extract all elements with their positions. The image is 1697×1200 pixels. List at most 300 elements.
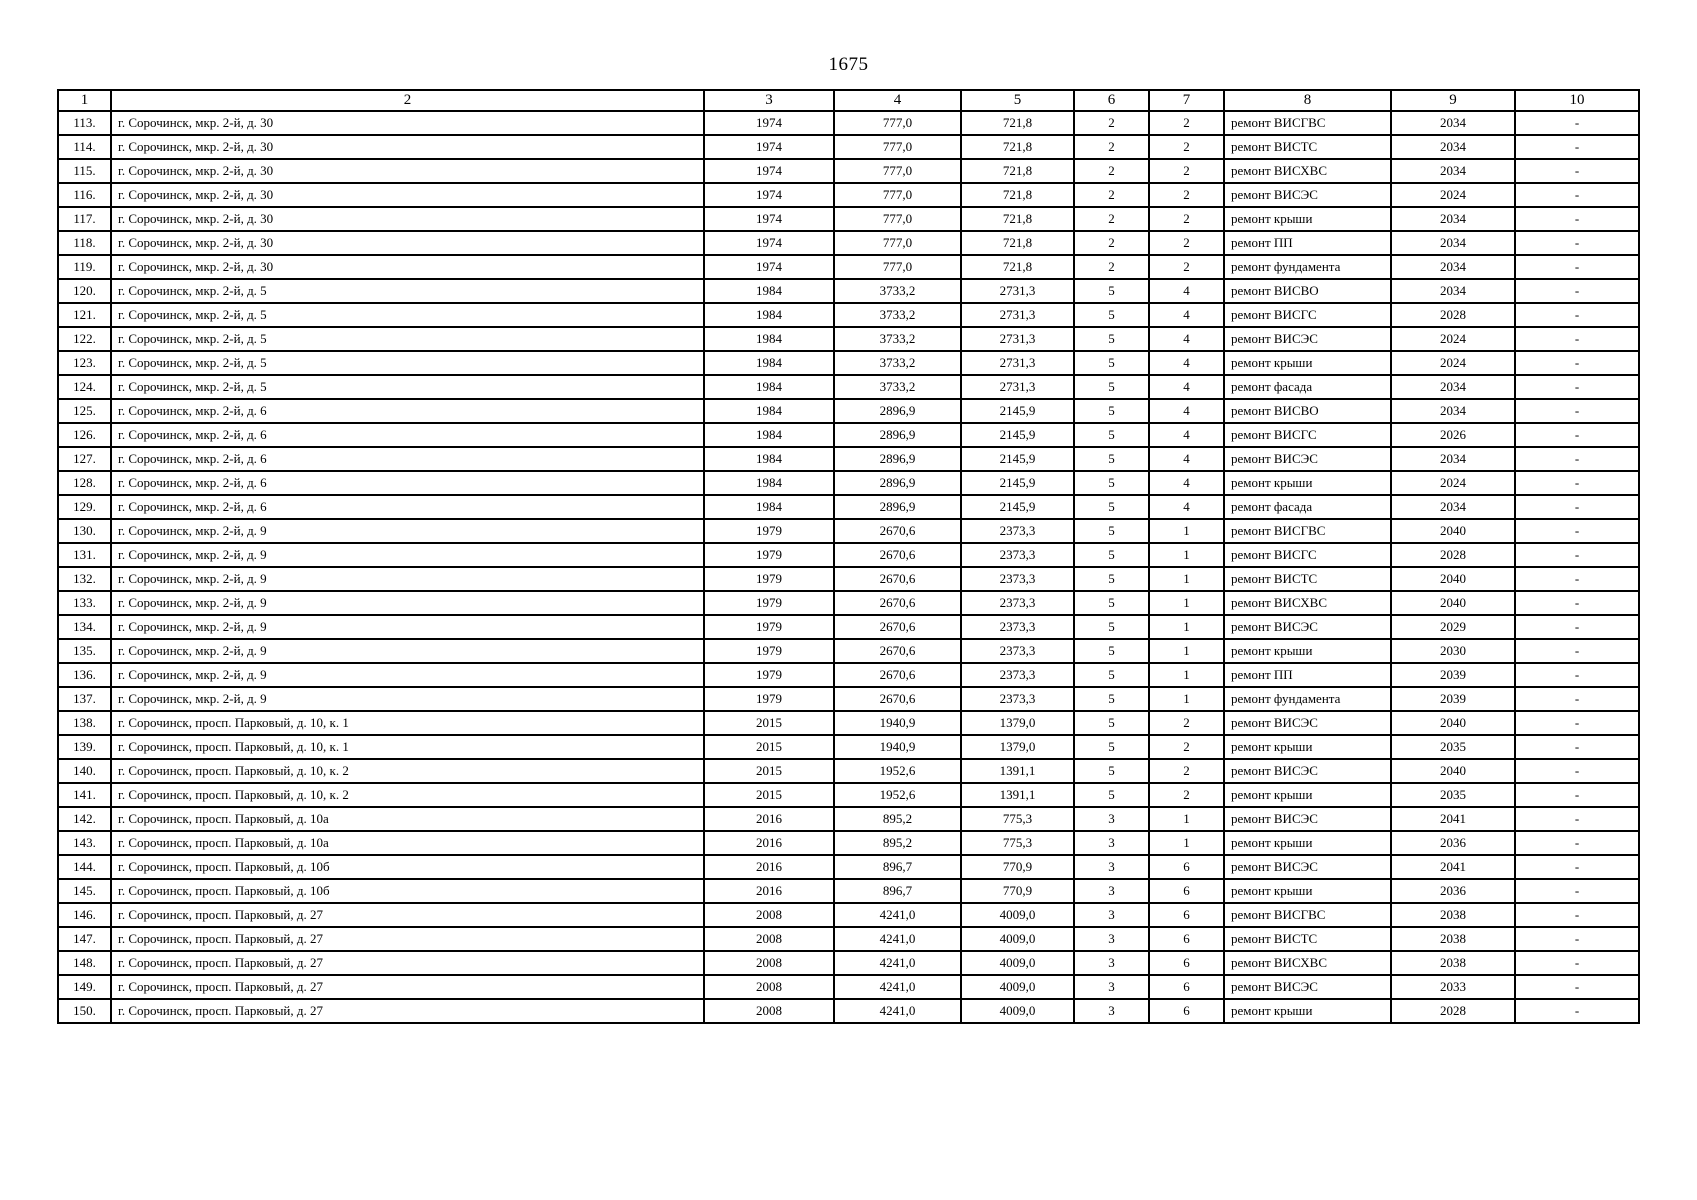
row-number-cell: 146. [58,903,111,927]
address-cell: г. Сорочинск, мкр. 2-й, д. 6 [111,495,704,519]
entrances-count-cell: 2 [1149,159,1224,183]
floors-count-cell: 5 [1074,759,1149,783]
year-built-cell: 1984 [704,495,834,519]
row-number-cell: 144. [58,855,111,879]
work-type-cell: ремонт фундамента [1224,255,1391,279]
work-type-cell: ремонт ВИСЭС [1224,183,1391,207]
address-cell: г. Сорочинск, мкр. 2-й, д. 5 [111,279,704,303]
column-header-1: 1 [58,90,111,111]
planned-year-cell: 2040 [1391,711,1515,735]
row-number-cell: 124. [58,375,111,399]
living-area-cell: 775,3 [961,807,1074,831]
entrances-count-cell: 2 [1149,735,1224,759]
column-10-value-cell: - [1515,903,1639,927]
year-built-cell: 1984 [704,423,834,447]
entrances-count-cell: 1 [1149,591,1224,615]
total-area-cell: 2670,6 [834,543,961,567]
entrances-count-cell: 1 [1149,615,1224,639]
floors-count-cell: 5 [1074,591,1149,615]
column-10-value-cell: - [1515,351,1639,375]
total-area-cell: 777,0 [834,255,961,279]
floors-count-cell: 3 [1074,879,1149,903]
repair-schedule-table [57,89,1640,1024]
entrances-count-cell: 2 [1149,135,1224,159]
row-number-cell: 138. [58,711,111,735]
living-area-cell: 2145,9 [961,399,1074,423]
living-area-cell: 4009,0 [961,903,1074,927]
planned-year-cell: 2038 [1391,903,1515,927]
floors-count-cell: 5 [1074,447,1149,471]
living-area-cell: 4009,0 [961,975,1074,999]
planned-year-cell: 2040 [1391,519,1515,543]
row-number-cell: 127. [58,447,111,471]
planned-year-cell: 2034 [1391,495,1515,519]
year-built-cell: 1979 [704,591,834,615]
address-cell: г. Сорочинск, мкр. 2-й, д. 5 [111,327,704,351]
living-area-cell: 2145,9 [961,423,1074,447]
table-row [58,351,1639,375]
column-10-value-cell: - [1515,255,1639,279]
column-10-value-cell: - [1515,615,1639,639]
row-number-cell: 139. [58,735,111,759]
work-type-cell: ремонт ВИСЭС [1224,711,1391,735]
column-10-value-cell: - [1515,975,1639,999]
row-number-cell: 149. [58,975,111,999]
year-built-cell: 1979 [704,543,834,567]
address-cell: г. Сорочинск, просп. Парковый, д. 27 [111,903,704,927]
table-row [58,999,1639,1023]
total-area-cell: 2896,9 [834,447,961,471]
total-area-cell: 777,0 [834,183,961,207]
total-area-cell: 2670,6 [834,687,961,711]
living-area-cell: 2731,3 [961,375,1074,399]
row-number-cell: 143. [58,831,111,855]
living-area-cell: 2731,3 [961,303,1074,327]
floors-count-cell: 5 [1074,327,1149,351]
address-cell: г. Сорочинск, просп. Парковый, д. 10а [111,807,704,831]
column-10-value-cell: - [1515,639,1639,663]
work-type-cell: ремонт крыши [1224,735,1391,759]
row-number-cell: 129. [58,495,111,519]
floors-count-cell: 2 [1074,255,1149,279]
planned-year-cell: 2039 [1391,663,1515,687]
living-area-cell: 1379,0 [961,711,1074,735]
address-cell: г. Сорочинск, мкр. 2-й, д. 30 [111,255,704,279]
planned-year-cell: 2034 [1391,231,1515,255]
living-area-cell: 2373,3 [961,687,1074,711]
table-row [58,231,1639,255]
year-built-cell: 1979 [704,687,834,711]
planned-year-cell: 2034 [1391,375,1515,399]
work-type-cell: ремонт ВИСГВС [1224,519,1391,543]
column-10-value-cell: - [1515,375,1639,399]
planned-year-cell: 2034 [1391,255,1515,279]
column-10-value-cell: - [1515,591,1639,615]
year-built-cell: 2016 [704,879,834,903]
total-area-cell: 2670,6 [834,663,961,687]
total-area-cell: 2896,9 [834,399,961,423]
row-number-cell: 142. [58,807,111,831]
total-area-cell: 3733,2 [834,303,961,327]
planned-year-cell: 2028 [1391,303,1515,327]
column-10-value-cell: - [1515,543,1639,567]
work-type-cell: ремонт ВИСХВС [1224,951,1391,975]
entrances-count-cell: 4 [1149,303,1224,327]
work-type-cell: ремонт крыши [1224,351,1391,375]
year-built-cell: 2015 [704,735,834,759]
work-type-cell: ремонт ВИСЭС [1224,447,1391,471]
table-row [58,855,1639,879]
entrances-count-cell: 1 [1149,831,1224,855]
work-type-cell: ремонт крыши [1224,471,1391,495]
column-10-value-cell: - [1515,303,1639,327]
year-built-cell: 2016 [704,855,834,879]
table-row [58,543,1639,567]
year-built-cell: 2008 [704,903,834,927]
living-area-cell: 2731,3 [961,351,1074,375]
work-type-cell: ремонт крыши [1224,999,1391,1023]
entrances-count-cell: 4 [1149,375,1224,399]
address-cell: г. Сорочинск, просп. Парковый, д. 10б [111,855,704,879]
total-area-cell: 896,7 [834,855,961,879]
floors-count-cell: 5 [1074,615,1149,639]
address-cell: г. Сорочинск, мкр. 2-й, д. 9 [111,519,704,543]
floors-count-cell: 5 [1074,471,1149,495]
planned-year-cell: 2034 [1391,447,1515,471]
planned-year-cell: 2035 [1391,735,1515,759]
row-number-cell: 132. [58,567,111,591]
table-row [58,615,1639,639]
entrances-count-cell: 6 [1149,999,1224,1023]
address-cell: г. Сорочинск, просп. Парковый, д. 27 [111,975,704,999]
entrances-count-cell: 6 [1149,903,1224,927]
entrances-count-cell: 6 [1149,855,1224,879]
column-header-7: 7 [1149,90,1224,111]
address-cell: г. Сорочинск, мкр. 2-й, д. 30 [111,111,704,135]
planned-year-cell: 2036 [1391,879,1515,903]
entrances-count-cell: 1 [1149,639,1224,663]
entrances-count-cell: 2 [1149,231,1224,255]
address-cell: г. Сорочинск, просп. Парковый, д. 27 [111,951,704,975]
total-area-cell: 4241,0 [834,975,961,999]
table-row [58,303,1639,327]
living-area-cell: 4009,0 [961,951,1074,975]
year-built-cell: 2016 [704,831,834,855]
entrances-count-cell: 6 [1149,927,1224,951]
row-number-cell: 133. [58,591,111,615]
planned-year-cell: 2029 [1391,615,1515,639]
work-type-cell: ремонт фундамента [1224,687,1391,711]
table-row [58,447,1639,471]
address-cell: г. Сорочинск, просп. Парковый, д. 10, к. 2 [111,783,704,807]
year-built-cell: 1979 [704,615,834,639]
column-header-3: 3 [704,90,834,111]
planned-year-cell: 2034 [1391,399,1515,423]
row-number-cell: 130. [58,519,111,543]
row-number-cell: 137. [58,687,111,711]
header-row [58,90,1639,111]
row-number-cell: 131. [58,543,111,567]
total-area-cell: 3733,2 [834,327,961,351]
address-cell: г. Сорочинск, просп. Парковый, д. 10, к. 2 [111,759,704,783]
living-area-cell: 721,8 [961,159,1074,183]
entrances-count-cell: 2 [1149,711,1224,735]
work-type-cell: ремонт ВИСТС [1224,927,1391,951]
living-area-cell: 2731,3 [961,279,1074,303]
row-number-cell: 113. [58,111,111,135]
column-10-value-cell: - [1515,567,1639,591]
address-cell: г. Сорочинск, просп. Парковый, д. 27 [111,999,704,1023]
entrances-count-cell: 4 [1149,279,1224,303]
year-built-cell: 1979 [704,639,834,663]
living-area-cell: 4009,0 [961,927,1074,951]
column-10-value-cell: - [1515,879,1639,903]
address-cell: г. Сорочинск, просп. Парковый, д. 27 [111,927,704,951]
table-row [58,135,1639,159]
row-number-cell: 147. [58,927,111,951]
row-number-cell: 135. [58,639,111,663]
floors-count-cell: 2 [1074,111,1149,135]
table-row [58,567,1639,591]
year-built-cell: 1974 [704,135,834,159]
address-cell: г. Сорочинск, просп. Парковый, д. 10б [111,879,704,903]
address-cell: г. Сорочинск, мкр. 2-й, д. 9 [111,687,704,711]
entrances-count-cell: 1 [1149,519,1224,543]
planned-year-cell: 2038 [1391,927,1515,951]
table-row [58,399,1639,423]
entrances-count-cell: 2 [1149,783,1224,807]
total-area-cell: 2896,9 [834,423,961,447]
living-area-cell: 2145,9 [961,495,1074,519]
work-type-cell: ремонт ВИСХВС [1224,591,1391,615]
work-type-cell: ремонт ВИСЭС [1224,855,1391,879]
column-10-value-cell: - [1515,207,1639,231]
floors-count-cell: 5 [1074,495,1149,519]
year-built-cell: 2008 [704,951,834,975]
floors-count-cell: 3 [1074,855,1149,879]
table-row [58,879,1639,903]
floors-count-cell: 2 [1074,207,1149,231]
year-built-cell: 1984 [704,303,834,327]
entrances-count-cell: 1 [1149,567,1224,591]
planned-year-cell: 2041 [1391,855,1515,879]
table-row [58,903,1639,927]
address-cell: г. Сорочинск, просп. Парковый, д. 10, к. 1 [111,735,704,759]
work-type-cell: ремонт крыши [1224,831,1391,855]
work-type-cell: ремонт фасада [1224,375,1391,399]
address-cell: г. Сорочинск, мкр. 2-й, д. 9 [111,567,704,591]
column-10-value-cell: - [1515,183,1639,207]
column-header-8: 8 [1224,90,1391,111]
column-header-9: 9 [1391,90,1515,111]
total-area-cell: 1952,6 [834,759,961,783]
address-cell: г. Сорочинск, мкр. 2-й, д. 6 [111,423,704,447]
address-cell: г. Сорочинск, просп. Парковый, д. 10, к. 1 [111,711,704,735]
entrances-count-cell: 4 [1149,471,1224,495]
table-row [58,495,1639,519]
floors-count-cell: 5 [1074,711,1149,735]
year-built-cell: 1974 [704,183,834,207]
entrances-count-cell: 2 [1149,759,1224,783]
table-row [58,807,1639,831]
living-area-cell: 2373,3 [961,567,1074,591]
floors-count-cell: 5 [1074,375,1149,399]
entrances-count-cell: 2 [1149,207,1224,231]
total-area-cell: 895,2 [834,831,961,855]
floors-count-cell: 5 [1074,663,1149,687]
table-row [58,759,1639,783]
address-cell: г. Сорочинск, мкр. 2-й, д. 5 [111,303,704,327]
table-row [58,279,1639,303]
floors-count-cell: 5 [1074,423,1149,447]
year-built-cell: 1984 [704,279,834,303]
total-area-cell: 895,2 [834,807,961,831]
column-10-value-cell: - [1515,687,1639,711]
total-area-cell: 2670,6 [834,591,961,615]
address-cell: г. Сорочинск, просп. Парковый, д. 10а [111,831,704,855]
table-row [58,183,1639,207]
entrances-count-cell: 1 [1149,543,1224,567]
work-type-cell: ремонт ВИСЭС [1224,807,1391,831]
table-row [58,639,1639,663]
total-area-cell: 777,0 [834,207,961,231]
row-number-cell: 120. [58,279,111,303]
column-header-2: 2 [111,90,704,111]
year-built-cell: 1984 [704,471,834,495]
year-built-cell: 1974 [704,255,834,279]
table-row [58,783,1639,807]
column-10-value-cell: - [1515,927,1639,951]
column-10-value-cell: - [1515,807,1639,831]
floors-count-cell: 3 [1074,927,1149,951]
table-row [58,207,1639,231]
row-number-cell: 119. [58,255,111,279]
total-area-cell: 777,0 [834,231,961,255]
column-header-10: 10 [1515,90,1639,111]
row-number-cell: 118. [58,231,111,255]
planned-year-cell: 2035 [1391,783,1515,807]
table-row [58,423,1639,447]
column-header-5: 5 [961,90,1074,111]
floors-count-cell: 3 [1074,975,1149,999]
planned-year-cell: 2040 [1391,759,1515,783]
floors-count-cell: 2 [1074,231,1149,255]
entrances-count-cell: 6 [1149,951,1224,975]
column-10-value-cell: - [1515,159,1639,183]
year-built-cell: 2008 [704,927,834,951]
row-number-cell: 134. [58,615,111,639]
address-cell: г. Сорочинск, мкр. 2-й, д. 6 [111,471,704,495]
planned-year-cell: 2040 [1391,591,1515,615]
row-number-cell: 140. [58,759,111,783]
floors-count-cell: 3 [1074,903,1149,927]
work-type-cell: ремонт ВИСТС [1224,135,1391,159]
floors-count-cell: 2 [1074,183,1149,207]
work-type-cell: ремонт крыши [1224,879,1391,903]
floors-count-cell: 5 [1074,567,1149,591]
planned-year-cell: 2034 [1391,159,1515,183]
table-header [58,90,1639,111]
table-row [58,519,1639,543]
floors-count-cell: 5 [1074,543,1149,567]
planned-year-cell: 2024 [1391,183,1515,207]
column-10-value-cell: - [1515,423,1639,447]
floors-count-cell: 5 [1074,687,1149,711]
column-10-value-cell: - [1515,495,1639,519]
floors-count-cell: 5 [1074,735,1149,759]
column-10-value-cell: - [1515,519,1639,543]
table-row [58,591,1639,615]
work-type-cell: ремонт крыши [1224,783,1391,807]
year-built-cell: 2015 [704,711,834,735]
table-row [58,927,1639,951]
column-header-4: 4 [834,90,961,111]
address-cell: г. Сорочинск, мкр. 2-й, д. 30 [111,159,704,183]
year-built-cell: 1974 [704,231,834,255]
row-number-cell: 148. [58,951,111,975]
work-type-cell: ремонт ВИСВО [1224,279,1391,303]
table-row [58,159,1639,183]
address-cell: г. Сорочинск, мкр. 2-й, д. 5 [111,375,704,399]
living-area-cell: 2373,3 [961,663,1074,687]
column-10-value-cell: - [1515,399,1639,423]
entrances-count-cell: 4 [1149,399,1224,423]
entrances-count-cell: 4 [1149,351,1224,375]
living-area-cell: 2373,3 [961,543,1074,567]
table-row [58,831,1639,855]
work-type-cell: ремонт крыши [1224,639,1391,663]
column-header-6: 6 [1074,90,1149,111]
year-built-cell: 1974 [704,207,834,231]
column-10-value-cell: - [1515,855,1639,879]
row-number-cell: 117. [58,207,111,231]
column-10-value-cell: - [1515,447,1639,471]
living-area-cell: 4009,0 [961,999,1074,1023]
living-area-cell: 2373,3 [961,591,1074,615]
row-number-cell: 141. [58,783,111,807]
column-10-value-cell: - [1515,783,1639,807]
year-built-cell: 1979 [704,519,834,543]
total-area-cell: 3733,2 [834,279,961,303]
work-type-cell: ремонт ВИСГВС [1224,903,1391,927]
table-row [58,375,1639,399]
planned-year-cell: 2034 [1391,279,1515,303]
work-type-cell: ремонт ВИСХВС [1224,159,1391,183]
living-area-cell: 775,3 [961,831,1074,855]
address-cell: г. Сорочинск, мкр. 2-й, д. 9 [111,663,704,687]
floors-count-cell: 5 [1074,303,1149,327]
total-area-cell: 4241,0 [834,927,961,951]
living-area-cell: 770,9 [961,879,1074,903]
floors-count-cell: 5 [1074,519,1149,543]
address-cell: г. Сорочинск, мкр. 2-й, д. 5 [111,351,704,375]
row-number-cell: 122. [58,327,111,351]
table-body [58,111,1639,1023]
planned-year-cell: 2034 [1391,135,1515,159]
total-area-cell: 4241,0 [834,903,961,927]
year-built-cell: 2015 [704,783,834,807]
work-type-cell: ремонт ПП [1224,663,1391,687]
address-cell: г. Сорочинск, мкр. 2-й, д. 6 [111,399,704,423]
row-number-cell: 121. [58,303,111,327]
year-built-cell: 1984 [704,375,834,399]
column-10-value-cell: - [1515,111,1639,135]
row-number-cell: 150. [58,999,111,1023]
column-10-value-cell: - [1515,735,1639,759]
table-row [58,687,1639,711]
floors-count-cell: 3 [1074,951,1149,975]
total-area-cell: 1952,6 [834,783,961,807]
